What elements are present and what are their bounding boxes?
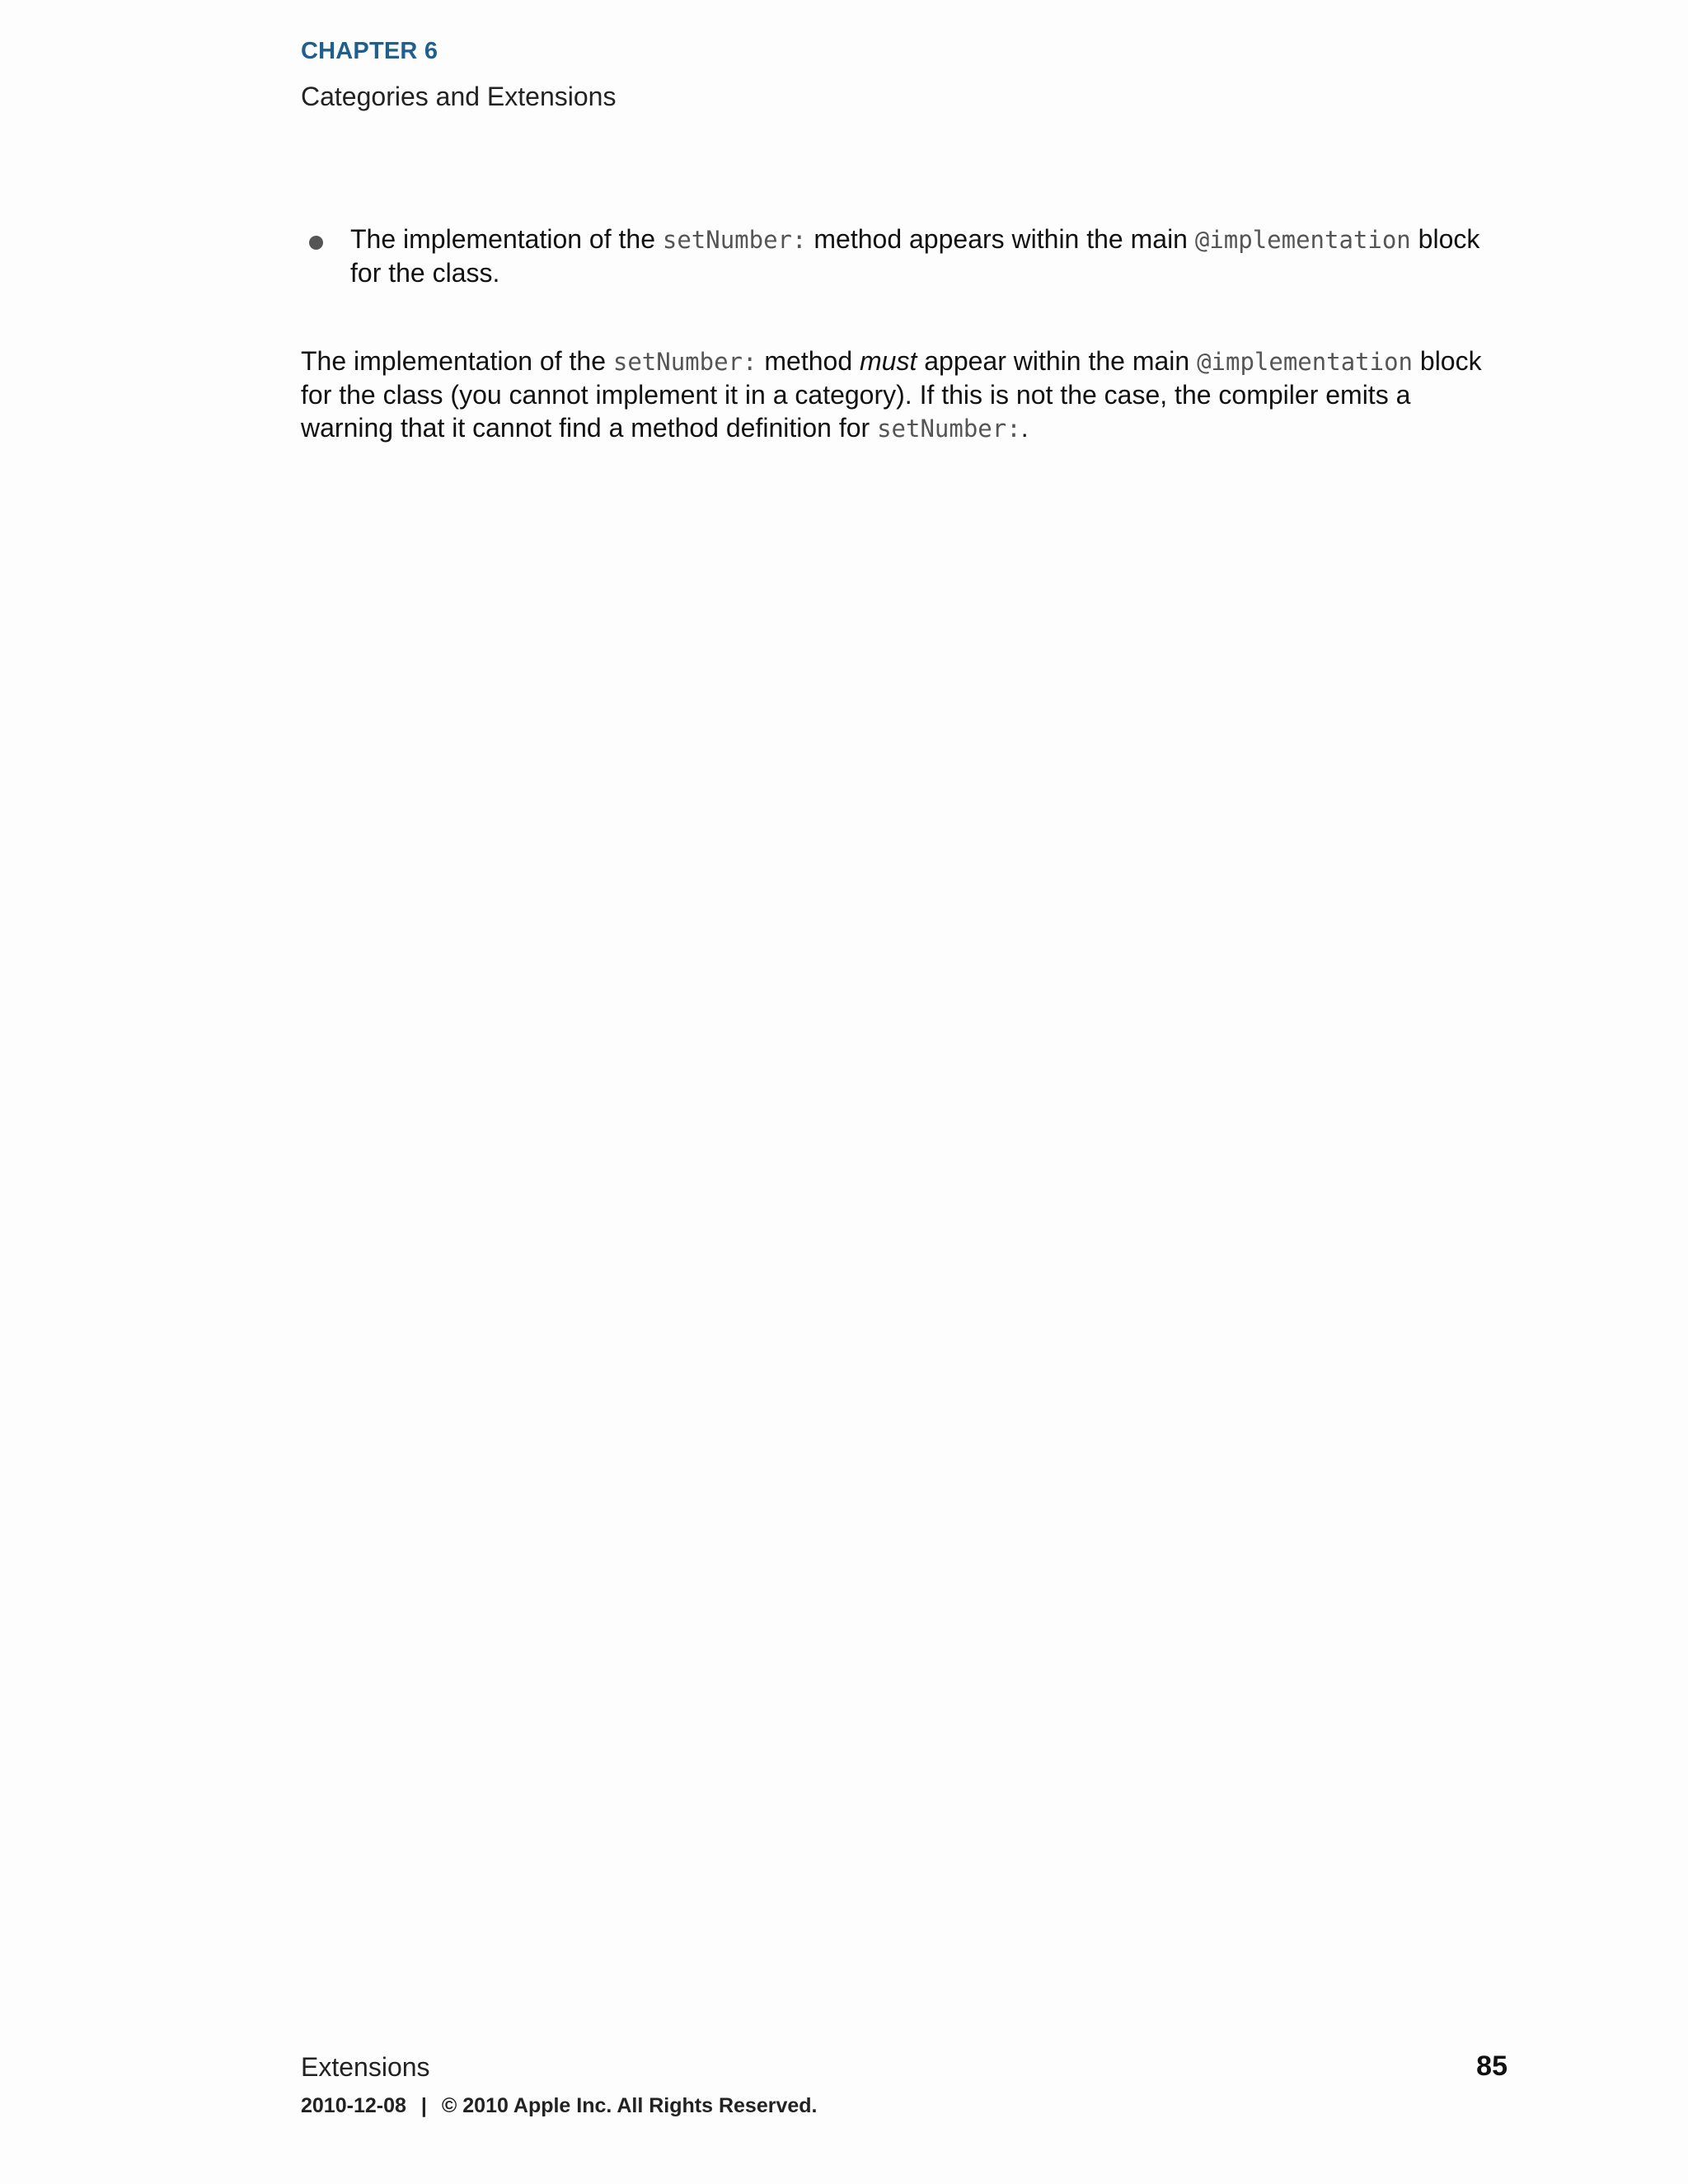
footer-separator: |: [420, 2094, 427, 2117]
chapter-title: Categories and Extensions: [301, 82, 617, 111]
footer-copyright: [301, 2094, 818, 2118]
page-number: 85: [1476, 2050, 1507, 2082]
para-text-2: method: [757, 346, 860, 376]
footer-date: 2010-12-08: [301, 2094, 406, 2117]
code-setnumber: setNumber:: [662, 226, 807, 254]
para-text-1: The implementation of the: [301, 346, 613, 376]
code-setnumber: setNumber:: [877, 415, 1021, 443]
code-implementation: @implementation: [1197, 348, 1413, 376]
bullet-text-2: method appears within the main: [806, 224, 1195, 254]
para-text-5: .: [1020, 413, 1029, 443]
bullet-text: [350, 223, 1507, 289]
chapter-label: CHAPTER 6: [301, 38, 438, 64]
copyright-text: © 2010 Apple Inc. All Rights Reserved.: [441, 2094, 818, 2117]
footer-section-title: Extensions: [301, 2052, 430, 2082]
code-setnumber: setNumber:: [612, 348, 757, 376]
bullet-list-item: [301, 223, 1507, 289]
code-implementation: @implementation: [1194, 226, 1411, 254]
bullet-text-3: block for the class.: [350, 224, 1480, 288]
bullet-text-1: The implementation of the: [350, 224, 663, 254]
body-paragraph: [301, 344, 1507, 445]
bullet-dot-icon: [309, 236, 323, 250]
para-text-3: appear within the main: [917, 346, 1198, 376]
emphasis-must: must: [860, 346, 917, 376]
para-text-4: block for the class (you cannot implement it in a category). If this is not the case, the compiler emits a warning that it cannot find a method definition for: [301, 346, 1482, 443]
